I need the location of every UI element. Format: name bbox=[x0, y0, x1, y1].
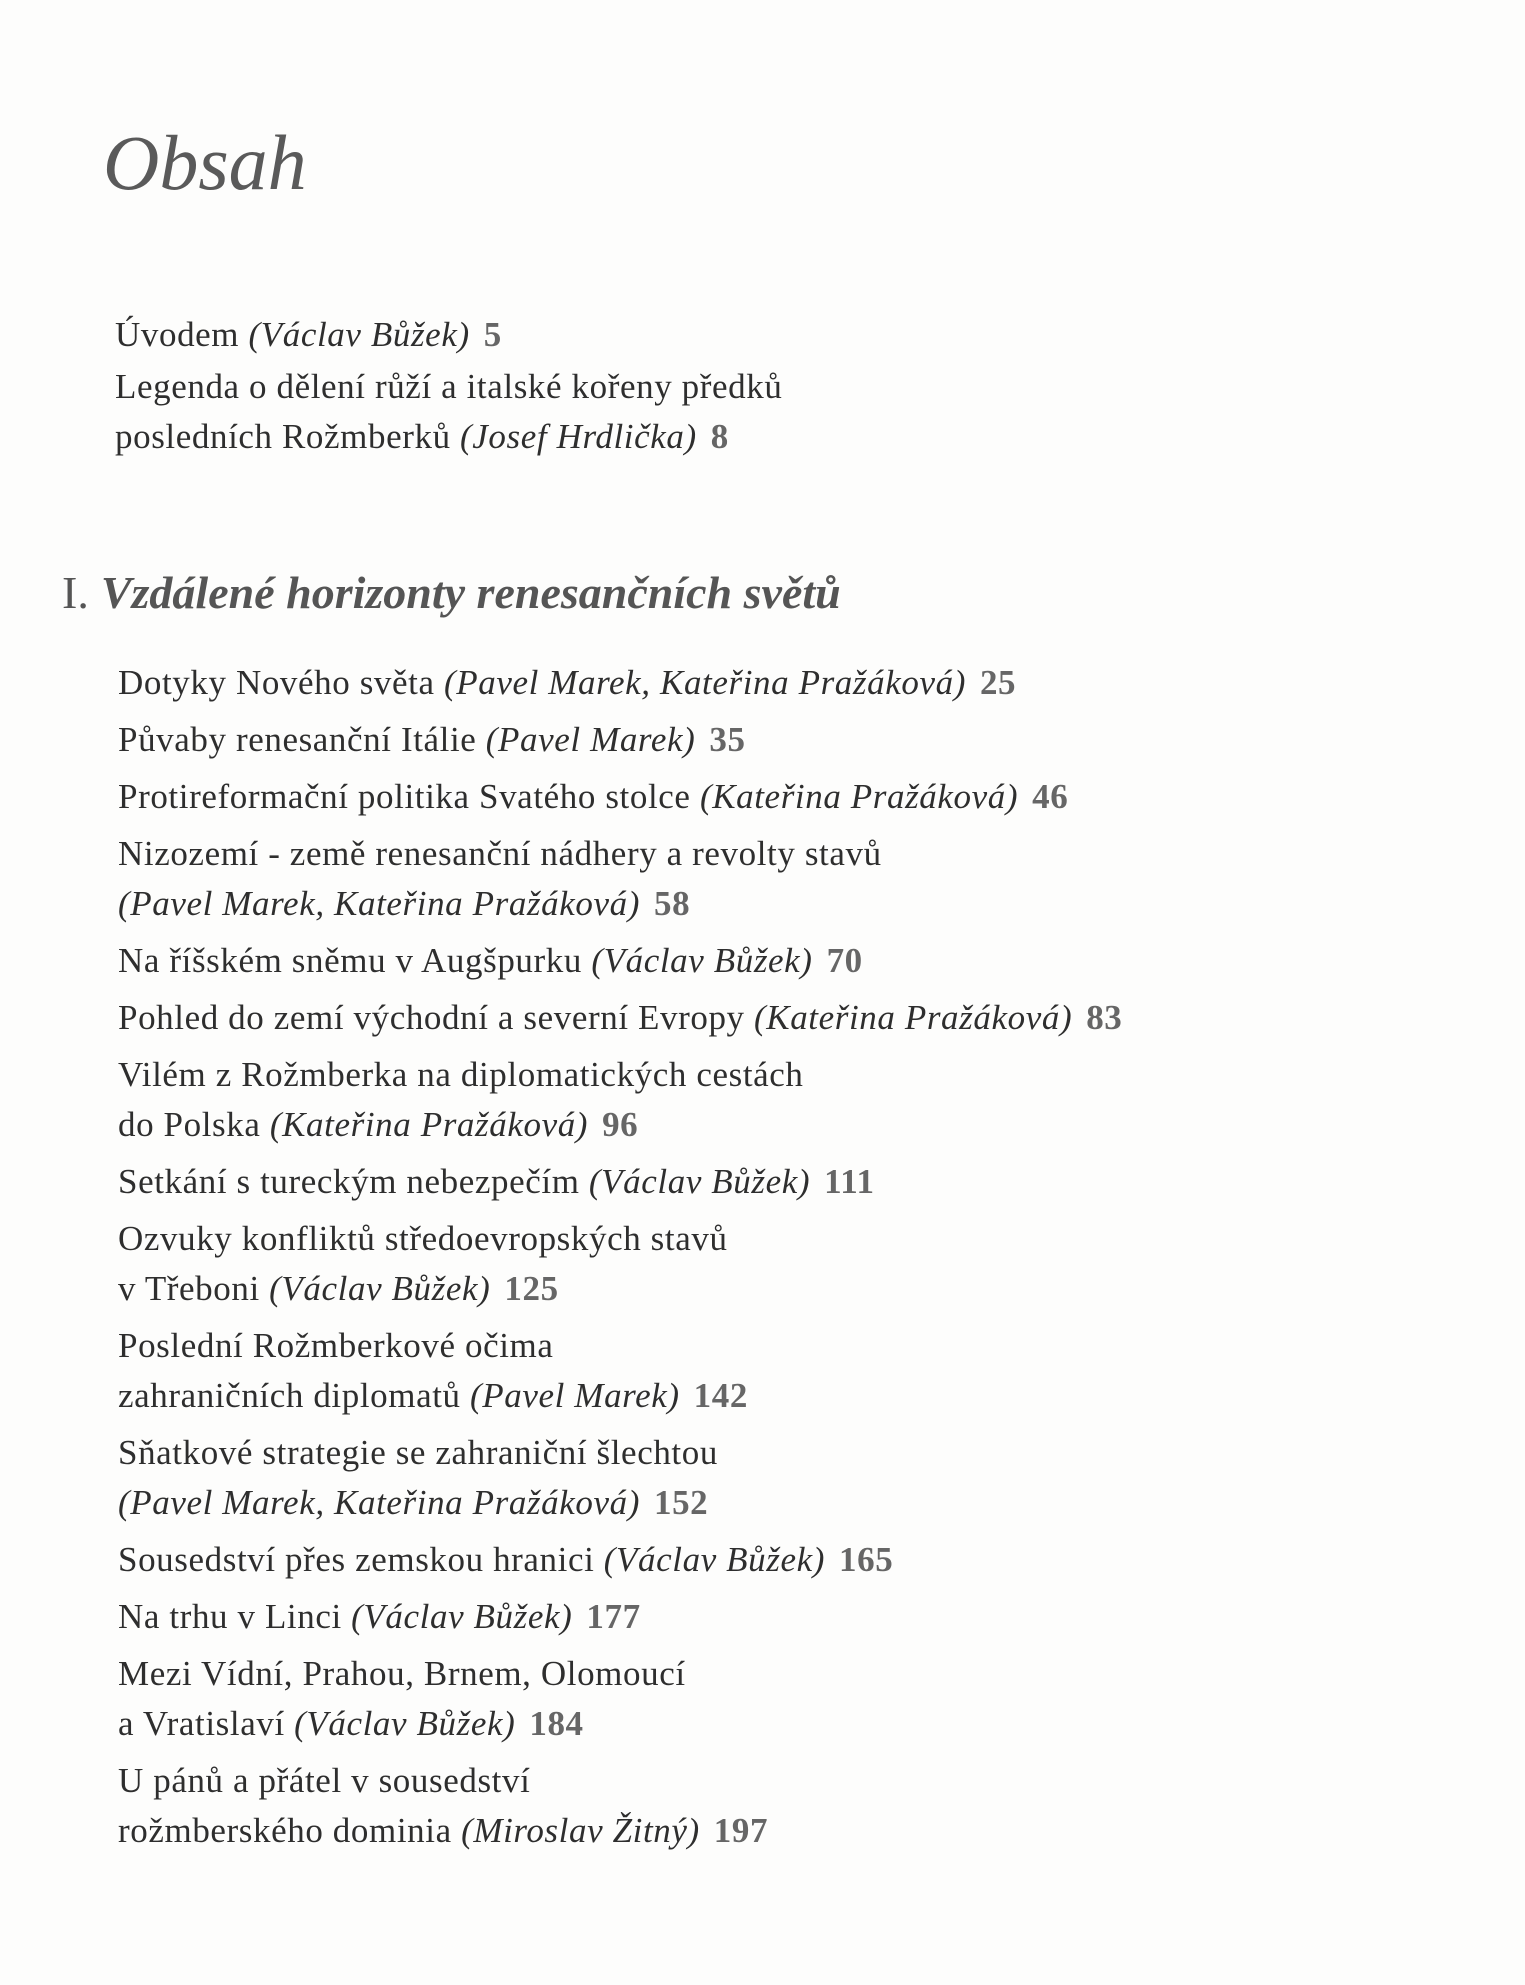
toc-entry bbox=[118, 1321, 1122, 1421]
entry-page-number: 142 bbox=[693, 1376, 748, 1415]
entry-author: (Václav Bůžek) bbox=[269, 1269, 491, 1308]
entry-title: Protireformační politika Svatého stolce bbox=[118, 777, 691, 816]
entry-title: Setkání s tureckým nebezpečím bbox=[118, 1162, 580, 1201]
entry-author: (Václav Bůžek) bbox=[351, 1597, 573, 1636]
entry-page-number: 111 bbox=[824, 1162, 875, 1201]
entry-author: (Pavel Marek) bbox=[470, 1376, 680, 1415]
toc-entry bbox=[118, 1214, 1122, 1314]
entry-page-number: 83 bbox=[1086, 998, 1123, 1037]
entry-page-number: 96 bbox=[602, 1105, 639, 1144]
toc-entry bbox=[118, 1050, 1122, 1150]
entry-title: Mezi Vídní, Prahou, Brnem, Olomoucí bbox=[118, 1654, 686, 1693]
toc-line bbox=[118, 1699, 1122, 1749]
entry-title: Ozvuky konfliktů středoevropských stavů bbox=[118, 1219, 728, 1258]
entry-title: Nizozemí - země renesanční nádhery a revolty stavů bbox=[118, 834, 882, 873]
toc-line bbox=[118, 1157, 1122, 1207]
section-heading bbox=[62, 566, 841, 619]
intro-entries bbox=[115, 310, 782, 464]
toc-line bbox=[118, 1806, 1122, 1856]
toc-entry bbox=[115, 310, 782, 360]
entry-title: v Třeboni bbox=[118, 1269, 260, 1308]
toc-line bbox=[118, 1050, 1122, 1100]
toc-entry bbox=[118, 1592, 1122, 1642]
entry-title: do Polska bbox=[118, 1105, 261, 1144]
toc-line bbox=[118, 772, 1122, 822]
entry-title: Úvodem bbox=[115, 315, 240, 354]
toc-line bbox=[118, 1214, 1122, 1264]
toc-line bbox=[118, 715, 1122, 765]
toc-entry bbox=[118, 715, 1122, 765]
toc-line bbox=[118, 879, 1122, 929]
entry-page-number: 58 bbox=[653, 884, 691, 923]
section-number: I. bbox=[62, 567, 89, 618]
entry-author: (Kateřina Pražáková) bbox=[754, 998, 1073, 1037]
entry-author: (Václav Bůžek) bbox=[591, 941, 813, 980]
entry-page-number: 197 bbox=[713, 1811, 769, 1850]
toc-line bbox=[118, 1321, 1122, 1371]
toc-entry bbox=[115, 362, 782, 462]
toc-entry bbox=[118, 658, 1122, 708]
toc-entry bbox=[118, 1649, 1122, 1749]
entry-title: Vilém z Rožmberka na diplomatických cestách bbox=[118, 1055, 804, 1094]
entry-page-number: 125 bbox=[504, 1269, 559, 1308]
toc-line bbox=[118, 1428, 1122, 1478]
toc-line bbox=[118, 829, 1122, 879]
entry-page-number: 5 bbox=[483, 315, 502, 354]
entry-page-number: 25 bbox=[979, 663, 1017, 702]
toc-entry bbox=[118, 772, 1122, 822]
toc-entry bbox=[118, 936, 1122, 986]
entry-title: zahraničních diplomatů bbox=[118, 1376, 461, 1415]
toc-line bbox=[118, 936, 1122, 986]
entry-author: (Pavel Marek, Kateřina Pražáková) bbox=[118, 1483, 640, 1522]
entry-title: rožmberského dominia bbox=[118, 1811, 452, 1850]
entry-title: Pohled do zemí východní a severní Evropy bbox=[118, 998, 745, 1037]
entry-page-number: 46 bbox=[1032, 777, 1069, 816]
toc-entry bbox=[118, 1428, 1122, 1528]
toc-line bbox=[118, 1649, 1122, 1699]
page-title: Obsah bbox=[103, 119, 307, 206]
entry-author: (Václav Bůžek) bbox=[294, 1704, 516, 1743]
entry-page-number: 35 bbox=[709, 720, 746, 759]
entry-author: (Miroslav Žitný) bbox=[461, 1811, 700, 1850]
toc-line bbox=[118, 1592, 1122, 1642]
entry-author: (Kateřina Pražáková) bbox=[269, 1105, 589, 1144]
toc-line bbox=[118, 1756, 1122, 1806]
entry-author: (Pavel Marek) bbox=[485, 720, 696, 759]
section-title: Vzdálené horizonty renesančních světů bbox=[100, 567, 841, 618]
entry-author: (Kateřina Pražáková) bbox=[699, 777, 1019, 816]
toc-line bbox=[118, 658, 1122, 708]
entry-title: Sousedství přes zemskou hranici bbox=[118, 1540, 595, 1579]
toc-line bbox=[115, 310, 782, 360]
entry-title: a Vratislaví bbox=[118, 1704, 285, 1743]
toc-line bbox=[118, 1371, 1122, 1421]
entry-page-number: 177 bbox=[586, 1597, 641, 1636]
toc-entry bbox=[118, 1756, 1122, 1856]
entry-page-number: 152 bbox=[653, 1483, 709, 1522]
entry-page-number: 184 bbox=[529, 1704, 584, 1743]
entry-title: Dotyky Nového světa bbox=[118, 663, 435, 702]
entry-author: (Josef Hrdlička) bbox=[460, 417, 697, 456]
toc-entry bbox=[118, 993, 1122, 1043]
entry-title: Poslední Rožmberkové očima bbox=[118, 1326, 554, 1365]
entry-title: Půvaby renesanční Itálie bbox=[118, 720, 477, 759]
entry-page-number: 8 bbox=[710, 417, 729, 456]
entry-title: Legenda o dělení růží a italské kořeny předků bbox=[115, 367, 783, 406]
entry-title: posledních Rožmberků bbox=[115, 417, 451, 456]
entry-author: (Pavel Marek, Kateřina Pražáková) bbox=[118, 884, 640, 923]
toc-entry bbox=[118, 1157, 1122, 1207]
entry-title: U pánů a přátel v sousedství bbox=[118, 1761, 531, 1800]
toc-line bbox=[118, 1100, 1122, 1150]
toc-line bbox=[115, 362, 782, 412]
entry-author: (Pavel Marek, Kateřina Pražáková) bbox=[443, 663, 966, 702]
toc-entry bbox=[118, 1535, 1122, 1585]
entry-author: (Václav Bůžek) bbox=[248, 315, 470, 354]
toc-line bbox=[115, 412, 782, 462]
toc-line bbox=[118, 1535, 1122, 1585]
entry-page-number: 70 bbox=[826, 941, 863, 980]
toc-line bbox=[118, 1264, 1122, 1314]
entry-title: Na trhu v Linci bbox=[118, 1597, 342, 1636]
toc-line bbox=[118, 1478, 1122, 1528]
entry-title: Sňatkové strategie se zahraniční šlechtou bbox=[118, 1433, 718, 1472]
part1-entries bbox=[118, 658, 1122, 1863]
entry-author: (Václav Bůžek) bbox=[603, 1540, 825, 1579]
toc-entry bbox=[118, 829, 1122, 929]
entry-author: (Václav Bůžek) bbox=[588, 1162, 811, 1201]
entry-page-number: 165 bbox=[839, 1540, 894, 1579]
entry-title: Na říšském sněmu v Augšpurku bbox=[118, 941, 582, 980]
toc-line bbox=[118, 993, 1122, 1043]
